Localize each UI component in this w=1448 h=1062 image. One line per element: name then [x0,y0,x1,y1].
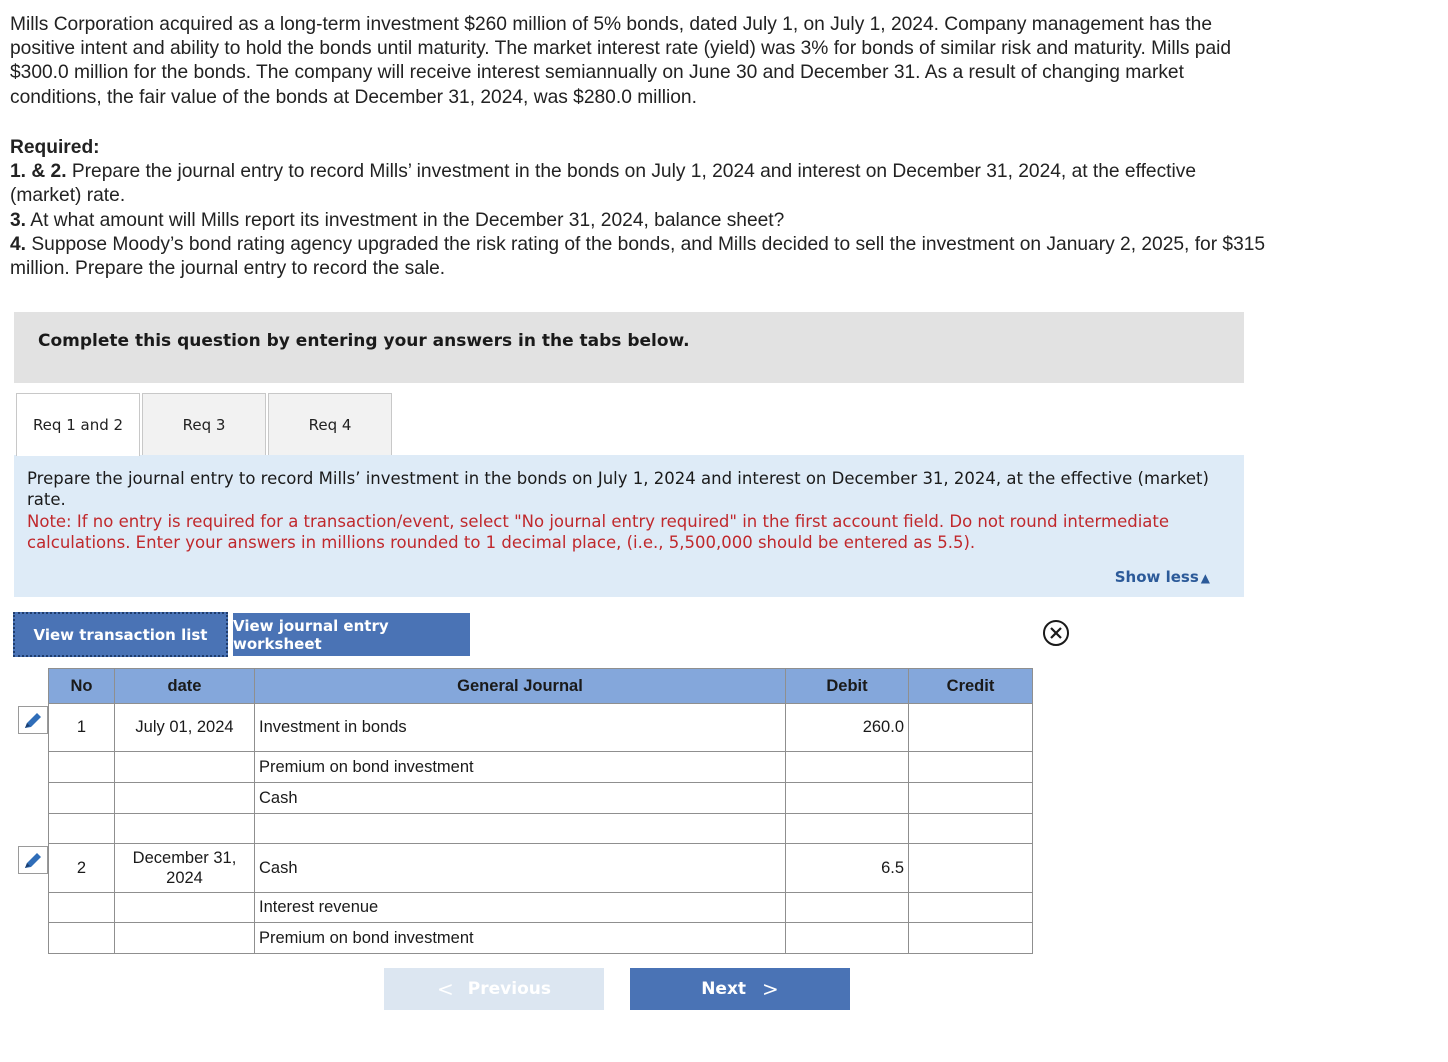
entry-number [49,752,115,783]
banner-text: Complete this question by entering your answers in the tabs below. [38,331,690,351]
edit-pencil-icon[interactable] [18,846,48,874]
table-row [49,923,1033,954]
account-cell[interactable]: Premium on bond investment [255,752,786,783]
tab-req-4[interactable]: Req 4 [268,393,392,455]
account-cell[interactable]: Cash [255,844,786,893]
entry-date[interactable] [115,814,255,844]
column-header-debit: Debit [786,669,909,704]
column-header-no: No [49,669,115,704]
instruction-panel [14,455,1244,597]
entry-number: 2 [49,844,115,893]
previous-button[interactable]: < Previous [384,968,604,1010]
edit-pencil-icon[interactable] [18,706,48,734]
account-cell[interactable]: Cash [255,783,786,814]
general-journal-table [48,668,1033,954]
show-less-link[interactable]: Show less ▲ [1114,568,1210,586]
chevron-left-icon: < [437,977,454,1001]
debit-cell[interactable] [786,752,909,783]
column-header-general-journal: General Journal [255,669,786,704]
chevron-right-icon: > [762,977,779,1001]
entry-date[interactable] [115,923,255,954]
debit-cell[interactable] [786,893,909,923]
debit-cell[interactable]: 6.5 [786,844,909,893]
credit-cell[interactable] [909,893,1033,923]
column-header-date: date [115,669,255,704]
required-item-3: 3. At what amount will Mills report its investment in the December 31, 2024, balance sheet? [10,209,785,231]
debit-cell[interactable] [786,923,909,954]
account-cell[interactable]: Interest revenue [255,893,786,923]
account-cell[interactable]: Premium on bond investment [255,923,786,954]
close-circle-icon[interactable] [1042,619,1070,647]
account-cell[interactable] [255,814,786,844]
credit-cell[interactable] [909,704,1033,752]
debit-cell[interactable] [786,814,909,844]
entry-number [49,893,115,923]
tab-req-1-and-2[interactable]: Req 1 and 2 [16,393,140,456]
table-row [49,704,1033,752]
table-row [49,893,1033,923]
entry-date[interactable] [115,893,255,923]
next-button[interactable]: Next > [630,968,850,1010]
credit-cell[interactable] [909,923,1033,954]
column-header-credit: Credit [909,669,1033,704]
credit-cell[interactable] [909,783,1033,814]
entry-date[interactable] [115,783,255,814]
table-row [49,814,1033,844]
view-journal-worksheet-button[interactable]: View journal entry worksheet [233,613,470,656]
instruction-note: Note: If no entry is required for a transaction/event, select "No journal entry required" in the first account field. Do not round intermediate calculations. Enter your answers in millions rounded to 1 decimal place, (i.e., 5,500,000 should be entered as 5.5). [27,512,1170,552]
entry-number [49,923,115,954]
view-transaction-list-button[interactable]: View transaction list [13,612,228,657]
credit-cell[interactable] [909,814,1033,844]
entry-number: 1 [49,704,115,752]
table-row [49,752,1033,783]
entry-number [49,783,115,814]
triangle-up-icon: ▲ [1200,571,1210,585]
entry-date[interactable]: December 31, 2024 [115,844,255,893]
instructions-banner [14,312,1244,383]
debit-cell[interactable]: 260.0 [786,704,909,752]
account-cell[interactable]: Investment in bonds [255,704,786,752]
required-item-1: 1. & 2. Prepare the journal entry to record Mills’ investment in the bonds on July 1, 2024 and interest on December 31, 2024, at the effective (market) rate. [10,161,1197,207]
problem-statement: Mills Corporation acquired as a long-term investment $260 million of 5% bonds, dated July 1, on July 1, 2024. Company management has the positive intent and ability to hold the bonds until maturity. The market interest rate (yield) was 3% for bonds of similar risk and maturity. Mills paid $300.0 million for the bonds. The company will receive interest semiannually on June 30 and December 31. As a result of changing market conditions, the fair value of the bonds at December 31, 2024, was $280.0 million. [10,14,1232,108]
entry-date[interactable]: July 01, 2024 [115,704,255,752]
tab-req-3[interactable]: Req 3 [142,393,266,455]
debit-cell[interactable] [786,783,909,814]
table-row [49,844,1033,893]
credit-cell[interactable] [909,844,1033,893]
required-heading: Required: [10,137,100,158]
instruction-text: Prepare the journal entry to record Mills’ investment in the bonds on July 1, 2024 and interest on December 31, 2024, at the effective (market) rate. [27,469,1209,509]
table-row [49,783,1033,814]
entry-number [49,814,115,844]
credit-cell[interactable] [909,752,1033,783]
entry-date[interactable] [115,752,255,783]
required-item-4: 4. Suppose Moody’s bond rating agency upgraded the risk rating of the bonds, and Mills decided to sell the investment on January 2, 2025, for $315 million. Prepare the journal entry to record the sale. [10,233,1266,280]
required-section [10,136,1270,281]
